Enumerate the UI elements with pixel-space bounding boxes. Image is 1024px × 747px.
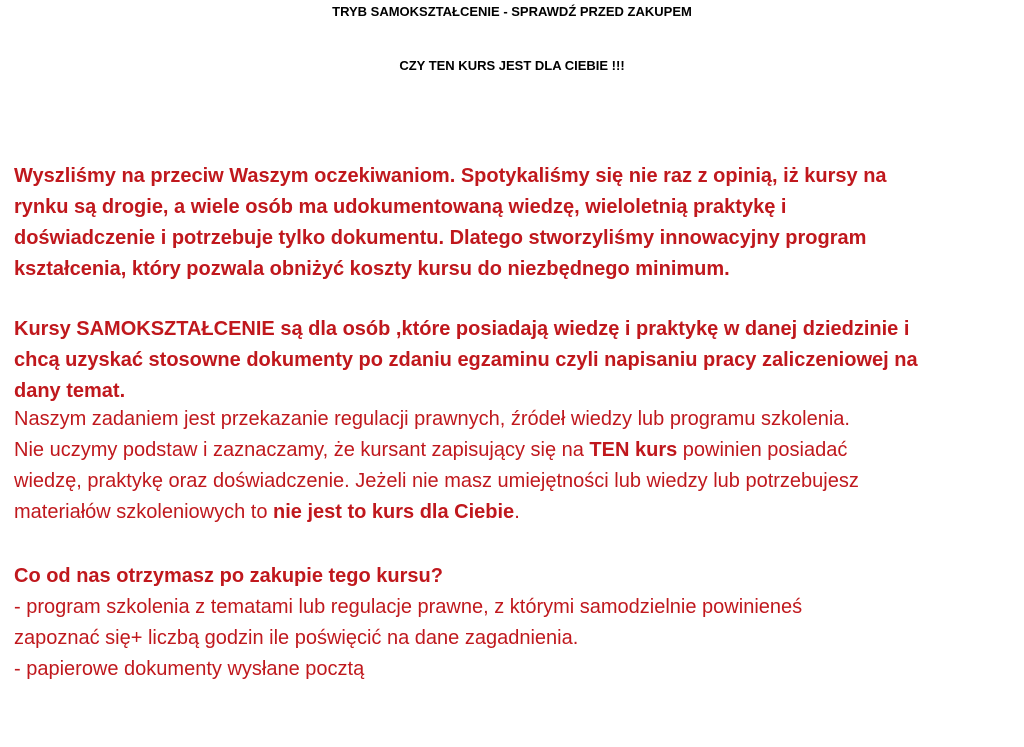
courses-line: chcą uzyskać stosowne dokumenty po zdaniu egzaminu czyli napisaniu pracy zaliczeniowej na <box>14 349 918 371</box>
task-text: Nie uczymy podstaw i zaznaczamy, że kursant zapisujący się na <box>14 439 590 461</box>
intro-line: rynku są drogie, a wiele osób ma udokumentowaną wiedzę, wieloletnią praktykę i <box>14 196 787 218</box>
offer-item: - program szkolenia z tematami lub regulacje prawne, z którymi samodzielnie powinieneś <box>14 596 803 618</box>
page-title-line-2: CZY TEN KURS JEST DLA CIEBIE !!! <box>399 58 625 73</box>
page-title-line-1: TRYB SAMOKSZTAŁCENIE - SPRAWDŹ PRZED ZAKUPEM <box>332 4 692 19</box>
task-text: . <box>514 501 520 523</box>
intro-line: kształcenia, który pozwala obniżyć koszty kursu do niezbędnego minimum. <box>14 258 730 280</box>
ten-kurs-emphasis: TEN kurs <box>589 439 678 461</box>
courses-line: dany temat. <box>14 380 126 402</box>
task-line <box>14 435 1014 466</box>
intro-line: doświadczenie i potrzebuje tylko dokumentu. Dlatego stworzyliśmy innowacyjny program <box>14 227 867 249</box>
task-line: wiedzę, praktykę oraz doświadczenie. Jeżeli nie masz umiejętności lub wiedzy lub potrzebujesz <box>14 470 859 492</box>
offer-heading: Co od nas otrzymasz po zakupie tego kursu? <box>14 565 443 587</box>
task-line <box>14 497 1014 528</box>
task-line: Naszym zadaniem jest przekazanie regulacji prawnych, źródeł wiedzy lub programu szkolenia. <box>14 408 850 430</box>
task-text: materiałów szkoleniowych to <box>14 501 273 523</box>
notice-line <box>0 717 1024 740</box>
not-for-you-emphasis: nie jest to kurs dla Ciebie <box>273 501 515 523</box>
materials-notice <box>0 694 1024 740</box>
courses-line: Kursy SAMOKSZTAŁCENIE są dla osób ,które posiadają wiedzę i praktykę w danej dziedzinie i <box>14 318 910 340</box>
offer-item: - papierowe dokumenty wysłane pocztą <box>14 658 365 680</box>
intro-paragraph <box>14 161 1014 285</box>
task-text: powinien posiadać <box>677 439 848 461</box>
task-paragraph <box>14 404 1014 528</box>
offer-item: zapoznać się+ liczbą godzin ile poświęcić na dane zagadnienia. <box>14 627 579 649</box>
intro-line: Wyszliśmy na przeciw Waszym oczekiwaniom. Spotykaliśmy się nie raz z opinią, iż kursy na <box>14 165 887 187</box>
offer-section <box>14 561 1014 685</box>
notice-line <box>0 694 1024 717</box>
courses-paragraph <box>14 314 1014 407</box>
